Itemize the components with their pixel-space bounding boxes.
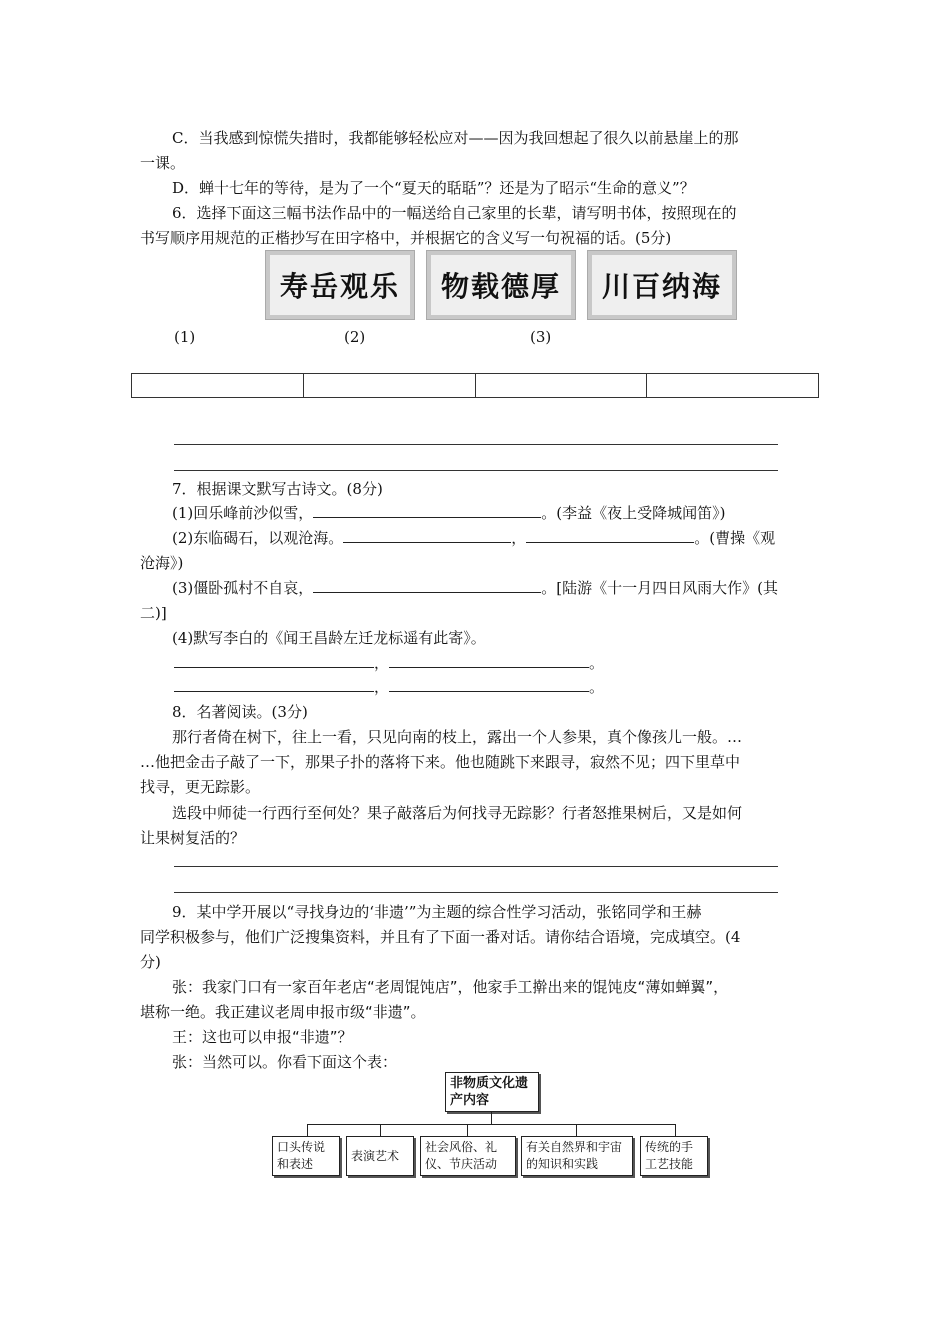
blank[interactable]	[313, 501, 541, 518]
option-c-line1: C．当我感到惊慌失措时，我都能够轻松应对——因为我回想起了很久以前悬崖上的那	[172, 129, 739, 147]
answer-line[interactable]	[174, 866, 778, 867]
blank[interactable]	[389, 651, 589, 668]
connector	[307, 1124, 675, 1125]
q8-para3: 找寻，更无踪影。	[140, 778, 261, 796]
tianzige-grid[interactable]	[131, 373, 819, 398]
q7-item3-text: (3)僵卧孤村不自哀，	[172, 579, 314, 597]
q7-item2-cont: 沧海》)	[140, 554, 184, 572]
option-c-line2: 一课。	[140, 154, 186, 172]
blank[interactable]	[343, 526, 511, 543]
q9-line1: 9．某中学开展以“寻找身边的‘非遗’”为主题的综合性学习活动，张铭同学和王赫	[172, 903, 702, 921]
calligraphy-3-text: 川百纳海	[601, 270, 722, 303]
answer-line[interactable]	[174, 444, 778, 445]
answer-line[interactable]	[174, 470, 778, 471]
q7-item4-blanks2	[174, 675, 814, 699]
q8-question2: 让果树复活的？	[140, 829, 246, 847]
grid-cell[interactable]	[476, 374, 648, 397]
connector	[380, 1124, 381, 1136]
comma: ，	[374, 678, 390, 696]
connector	[576, 1124, 577, 1136]
q6-line1: 6．选择下面这三幅书法作品中的一幅送给自己家里的长辈，请写明书体，按照现在的	[172, 204, 737, 222]
connector	[467, 1124, 468, 1136]
q7-item3	[172, 576, 812, 600]
q9-line3: 分)	[140, 953, 161, 971]
diagram-root: 非物质文化遗产内容	[445, 1072, 539, 1112]
grid-cell[interactable]	[647, 374, 818, 397]
blank[interactable]	[313, 576, 541, 593]
comma: ，	[511, 529, 527, 547]
dialogue-zhang2: 张：当然可以。你看下面这个表：	[172, 1053, 398, 1071]
blank[interactable]	[526, 526, 694, 543]
comma: ，	[374, 654, 390, 672]
q7-item2-source: 。(曹操《观	[694, 529, 776, 547]
q7-item2	[172, 526, 812, 550]
answer-line[interactable]	[174, 892, 778, 893]
label-2: (2)	[344, 328, 366, 346]
q8-title: 8．名著阅读。(3分)	[172, 703, 308, 721]
q6-line2: 书写顺序用规范的正楷抄写在田字格中，并根据它的含义写一句祝福的话。(5分)	[140, 229, 672, 247]
calligraphy-2	[426, 250, 576, 320]
blank[interactable]	[174, 675, 374, 692]
calligraphy-3	[587, 250, 737, 320]
calligraphy-2-text: 物载德厚	[440, 270, 561, 303]
grid-cell[interactable]	[132, 374, 304, 397]
q7-item1-source: 。(李益《夜上受降城闻笛》)	[541, 504, 726, 522]
q7-item2-text: (2)东临碣石，以观沧海。	[172, 529, 344, 547]
connector	[307, 1124, 308, 1136]
connector	[491, 1112, 492, 1124]
dialogue-zhang1-cont: 堪称一绝。我正建议老周申报市级“非遗”。	[140, 1003, 426, 1021]
q7-item3-cont: 二)]	[140, 604, 167, 622]
q9-line2: 同学积极参与，他们广泛搜集资料，并且有了下面一番对话。请你结合语境，完成填空。(4	[140, 928, 741, 946]
option-d: D．蝉十七年的等待，是为了一个“夏天的聒聒”？还是为了昭示“生命的意义”？	[172, 179, 695, 197]
q8-para1: 那行者倚在树下，往上一看，只见向南的枝上，露出一个人参果，真个像孩儿一般。…	[172, 728, 743, 746]
grid-cell[interactable]	[304, 374, 476, 397]
calligraphy-1-text: 寿岳观乐	[279, 270, 400, 303]
calligraphy-1	[265, 250, 415, 320]
diagram-child-3: 社会风俗、礼仪、节庆活动	[420, 1136, 516, 1176]
q8-para2: …他把金击子敲了一下，那果子扑的落将下来。他也随跳下来跟寻，寂然不见；四下里草中	[140, 753, 741, 771]
dialogue-zhang1: 张：我家门口有一家百年老店“老周馄饨店”，他家手工擀出来的馄饨皮“薄如蝉翼”，	[172, 978, 729, 996]
connector	[675, 1124, 676, 1136]
label-1: (1)	[174, 328, 196, 346]
dialogue-wang: 王：这也可以申报“非遗”？	[172, 1028, 353, 1046]
diagram-child-4: 有关自然界和宇宙的知识和实践	[521, 1136, 633, 1176]
period: 。	[589, 678, 605, 696]
q7-item4: (4)默写李白的《闻王昌龄左迁龙标遥有此寄》。	[172, 629, 486, 647]
q7-item1-text: (1)回乐峰前沙似雪，	[172, 504, 314, 522]
diagram-child-1: 口头传说和表述	[272, 1136, 340, 1176]
blank[interactable]	[389, 675, 589, 692]
q7-title: 7．根据课文默写古诗文。(8分)	[172, 480, 383, 498]
q7-item1	[172, 501, 812, 525]
diagram-child-5: 传统的手工艺技能	[640, 1136, 708, 1176]
q7-item4-blanks1	[174, 651, 814, 675]
blank[interactable]	[174, 651, 374, 668]
period: 。	[589, 654, 605, 672]
q8-question1: 选段中师徒一行西行至何处？果子敲落后为何找寻无踪影？行者怒推果树后，又是如何	[172, 804, 743, 822]
diagram-child-2: 表演艺术	[346, 1136, 414, 1176]
label-3: (3)	[530, 328, 552, 346]
q7-item3-source: 。[陆游《十一月四日风雨大作》(其	[541, 579, 778, 597]
